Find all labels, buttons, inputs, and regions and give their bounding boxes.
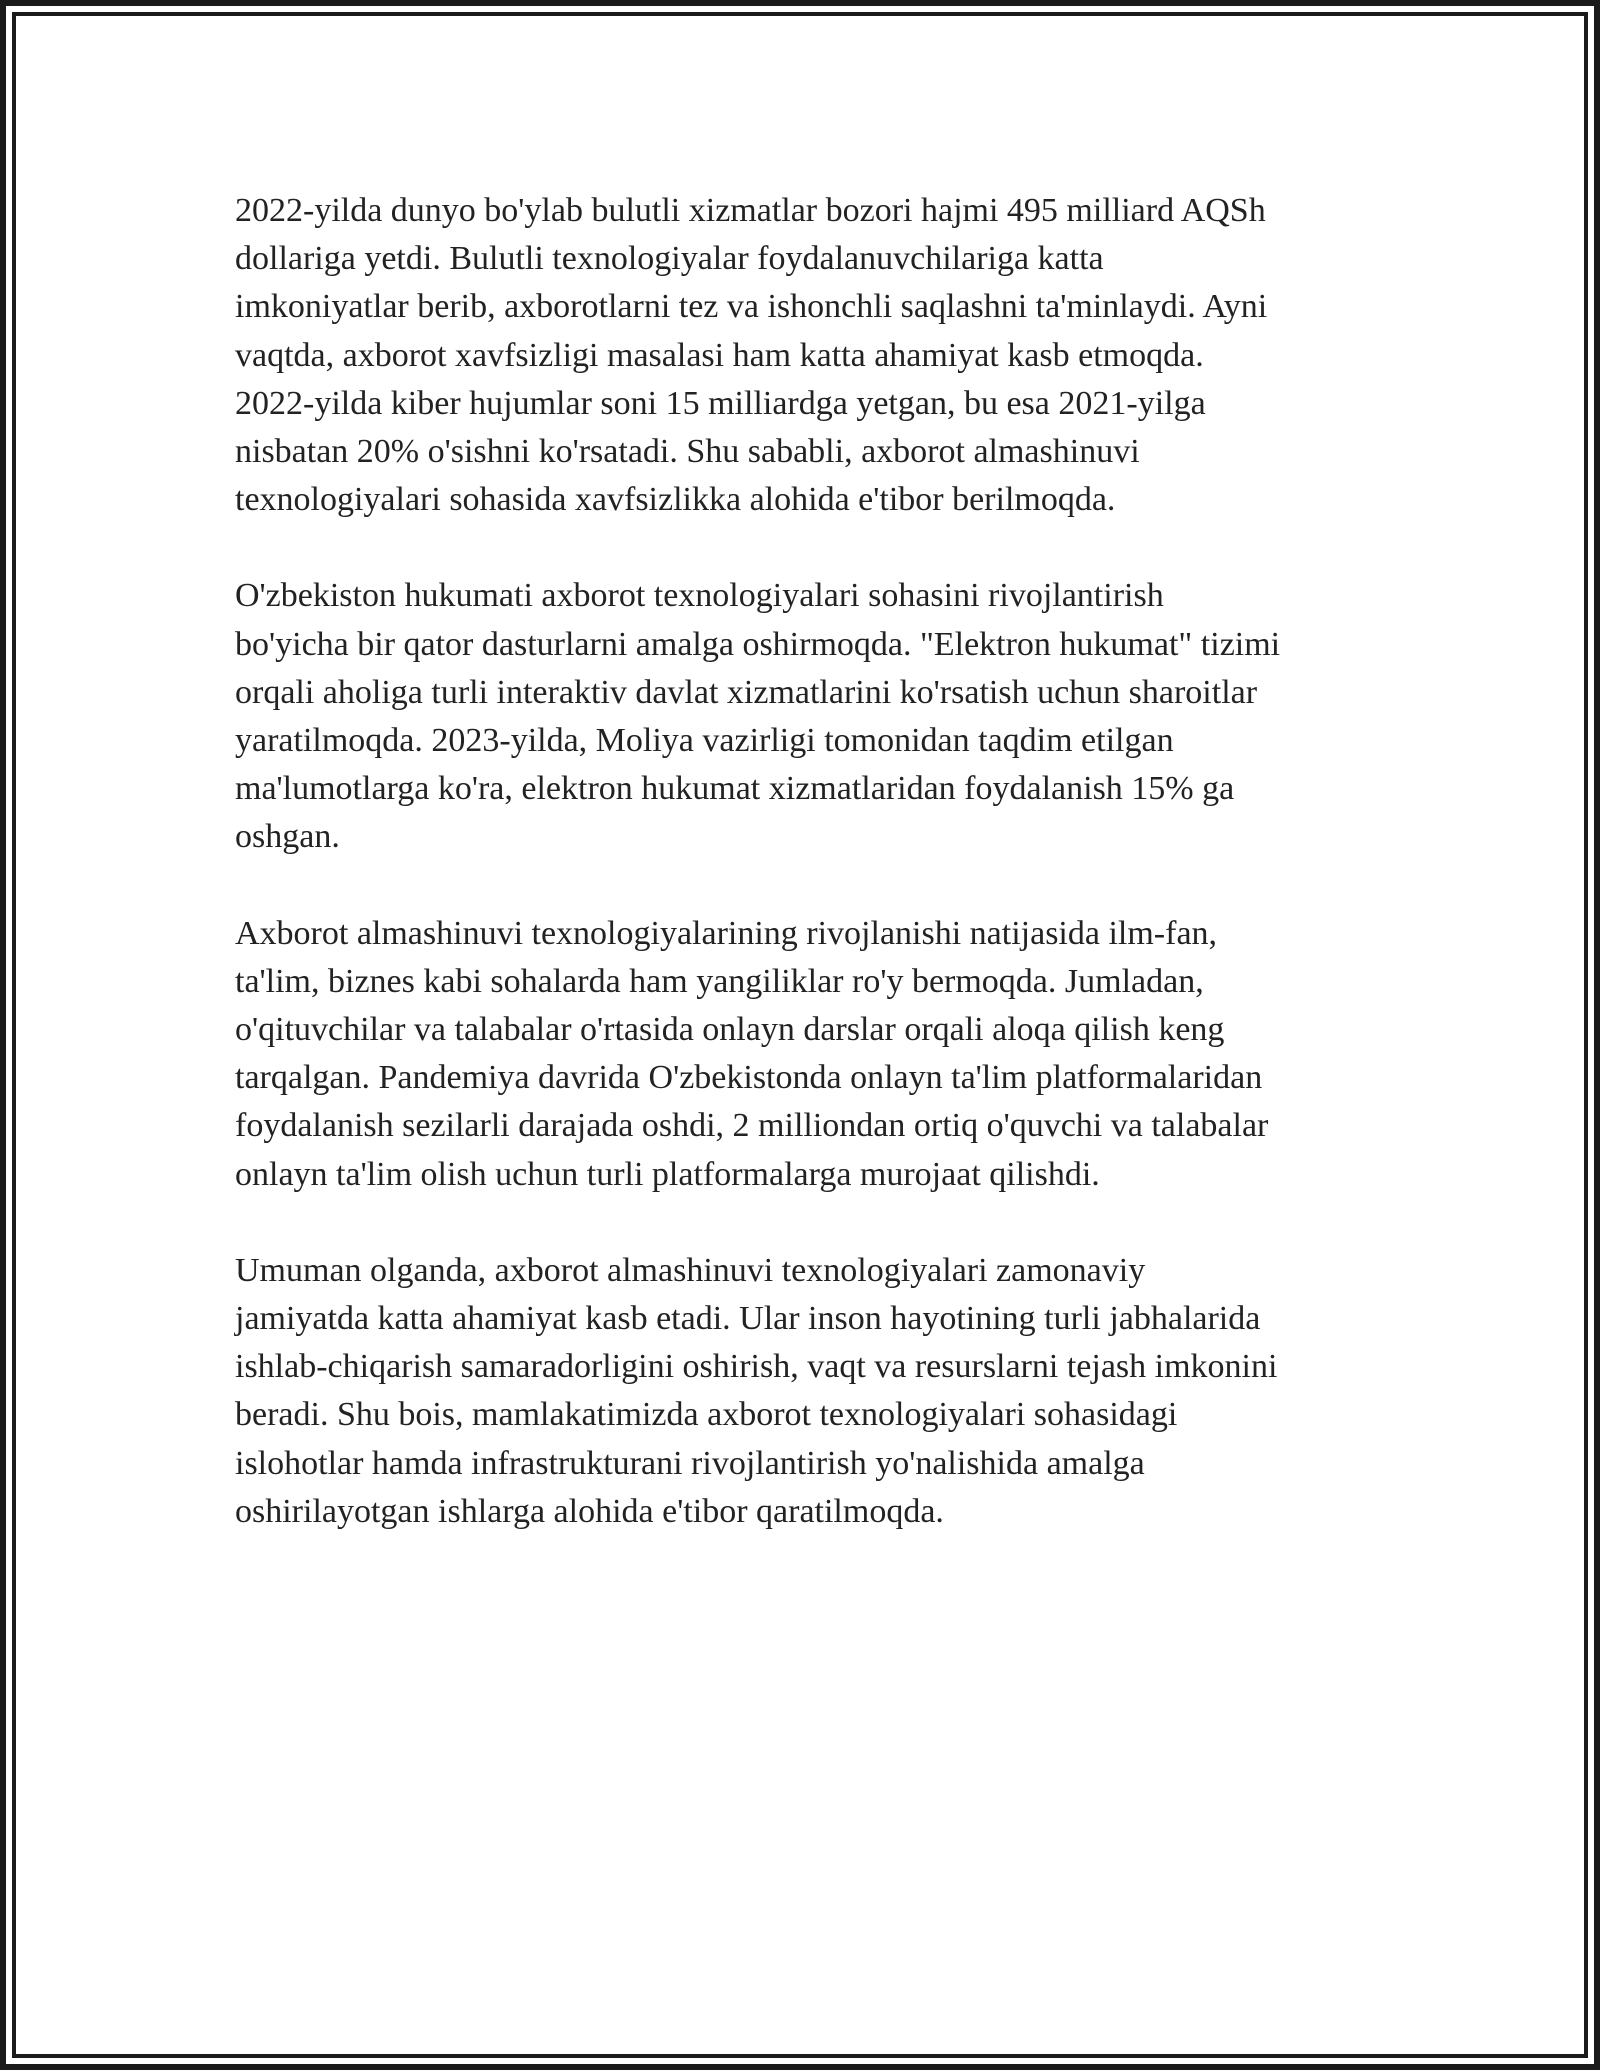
- text-line: O'zbekiston hukumati axborot texnologiyalari sohasini rivojlantirish: [235, 577, 1164, 615]
- text-line: ma'lumotlarga ko'ra, elektron hukumat xizmatlaridan foydalanish 15% ga: [235, 770, 1235, 808]
- text-line: islohotlar hamda infrastrukturani rivojlantirish yo'nalishida amalga: [235, 1444, 1145, 1482]
- text-line: jamiyatda katta ahamiyat kasb etadi. Ular inson hayotining turli jabhalarida: [235, 1300, 1261, 1338]
- text-line: oshgan.: [235, 818, 340, 856]
- text-line: oshirilayotgan ishlarga alohida e'tibor qaratilmoqda.: [235, 1492, 944, 1530]
- paragraph-conclusion: [235, 1247, 1375, 1536]
- paragraph-online-education: [235, 910, 1375, 1199]
- text-line: tarqalgan. Pandemiya davrida O'zbekistonda onlayn ta'lim platformalaridan: [235, 1059, 1263, 1097]
- document-body: [235, 187, 1375, 1536]
- text-line: o'qituvchilar va talabalar o'rtasida onlayn darslar orqali aloqa qilish keng: [235, 1011, 1225, 1049]
- text-line: ishlab-chiqarish samaradorligini oshirish, vaqt va resurslarni tejash imkonini: [235, 1348, 1278, 1386]
- text-line: 2022-yilda dunyo bo'ylab bulutli xizmatlar bozori hajmi 495 milliard AQSh: [235, 192, 1266, 229]
- text-line: nisbatan 20% o'sishni ko'rsatadi. Shu sababli, axborot almashinuvi: [235, 433, 1140, 471]
- text-line: Umuman olganda, axborot almashinuvi texnologiyalari zamonaviy: [235, 1251, 1146, 1289]
- text-line: texnologiyalari sohasida xavfsizlikka alohida e'tibor berilmoqda.: [235, 481, 1116, 519]
- text-line: ta'lim, biznes kabi sohalarda ham yangiliklar ro'y bermoqda. Jumladan,: [235, 962, 1204, 1000]
- text-line: yaratilmoqda. 2023-yilda, Moliya vazirligi tomonidan taqdim etilgan: [235, 722, 1174, 760]
- text-line: vaqtda, axborot xavfsizligi masalasi ham katta ahamiyat kasb etmoqda.: [235, 336, 1204, 374]
- text-line: orqali aholiga turli interaktiv davlat xizmatlarini ko'rsatish uchun sharoitlar: [235, 673, 1258, 711]
- text-line: dollariga yetdi. Bulutli texnologiyalar foydalanuvchilariga katta: [235, 240, 1104, 278]
- text-line: imkoniyatlar berib, axborotlarni tez va ishonchli saqlashni ta'minlaydi. Ayni: [235, 288, 1268, 326]
- text-line: Axborot almashinuvi texnologiyalarining rivojlanishi natijasida ilm-fan,: [235, 914, 1218, 952]
- paragraph-e-government: [235, 572, 1375, 861]
- text-line: bo'yicha bir qator dasturlarni amalga oshirmoqda. "Elektron hukumat" tizimi: [235, 625, 1281, 663]
- text-line: 2022-yilda kiber hujumlar soni 15 milliardga yetgan, bu esa 2021-yilga: [235, 384, 1206, 422]
- text-line: beradi. Shu bois, mamlakatimizda axborot texnologiyalari sohasidagi: [235, 1396, 1178, 1434]
- paragraph-cloud-services: [235, 187, 1375, 524]
- text-line: foydalanish sezilarli darajada oshdi, 2 milliondan ortiq o'quvchi va talabalar: [235, 1107, 1269, 1145]
- text-line: onlayn ta'lim olish uchun turli platformalarga murojaat qilishdi.: [235, 1155, 1100, 1193]
